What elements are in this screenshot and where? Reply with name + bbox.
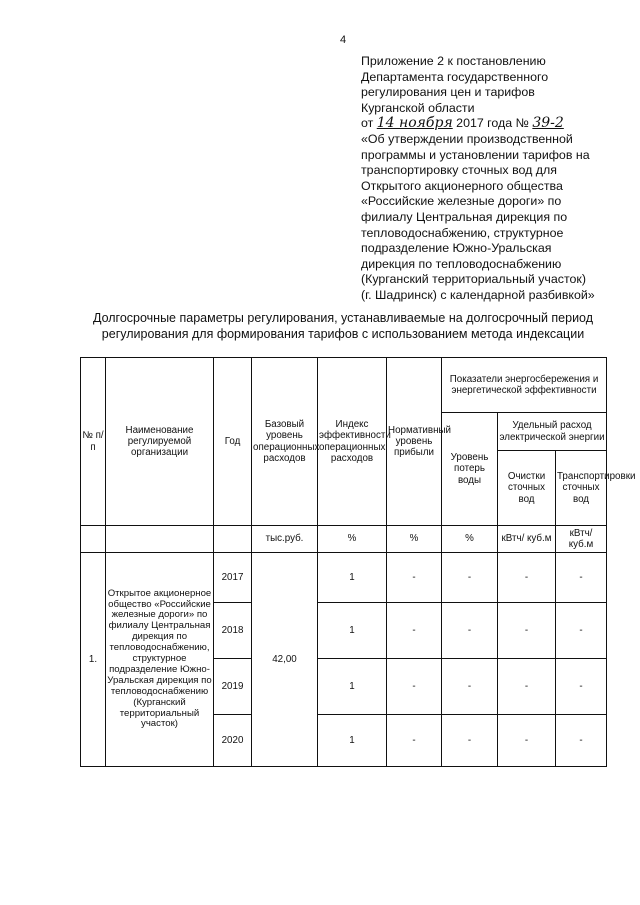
header-efficiency-index: Индекс эффективности операционных расходов — [318, 358, 387, 526]
subject-line-6: филиалу Центральная дирекция по — [361, 209, 568, 224]
row-water-loss: - — [442, 715, 498, 767]
header-num: № п/п — [81, 358, 106, 526]
entry-num: 1. — [81, 553, 106, 767]
row-profit-norm: - — [387, 603, 442, 659]
unit-treatment: кВтч/ куб.м — [498, 526, 556, 553]
unit-profit-norm: % — [387, 526, 442, 553]
units-org-empty — [106, 526, 214, 553]
row-treatment: - — [498, 715, 556, 767]
header-water-loss: Уровень потерь воды — [442, 413, 498, 526]
row-water-loss: - — [442, 603, 498, 659]
row-transport: - — [556, 553, 607, 603]
unit-transport: кВтч/ куб.м — [556, 526, 607, 553]
subject-line-9: дирекция по тепловодоснабжению — [361, 256, 562, 271]
units-year-empty — [214, 526, 252, 553]
header-treatment: Очистки сточных вод — [498, 451, 556, 526]
subject-line-10: (Курганский территориальный участок) — [361, 272, 586, 287]
appendix-date-line — [361, 116, 633, 132]
row-profit-norm: - — [387, 715, 442, 767]
row-year: 2017 — [214, 553, 252, 603]
date-prefix: от — [361, 116, 374, 131]
regulation-parameters-table — [80, 357, 636, 767]
row-year: 2019 — [214, 659, 252, 715]
subject-line-5: «Российские железные дороги» по — [361, 194, 562, 209]
row-water-loss: - — [442, 659, 498, 715]
row-treatment: - — [498, 603, 556, 659]
appendix-line-4: Курганской области — [361, 100, 475, 115]
document-title — [78, 311, 608, 342]
row-year: 2020 — [214, 715, 252, 767]
date-year: 2017 года № — [456, 116, 529, 131]
subject-line-2: программы и установлении тарифов на — [361, 147, 590, 162]
unit-efficiency-index: % — [318, 526, 387, 553]
row-efficiency-index: 1 — [318, 715, 387, 767]
title-line-1: Долгосрочные параметры регулирования, устанавливаемые на долгосрочный период — [92, 311, 594, 325]
entry-org-name: Открытое акционерное общество «Российские железные дороги» по филиалу Центральная дирекция по тепловодоснабжению, структурное подразделение Южно-Уральская дирекция по тепловодоснабжению (Курганский территориальный участок) — [106, 553, 214, 767]
subject-line-4: Открытого акционерного общества — [361, 178, 563, 193]
row-profit-norm: - — [387, 659, 442, 715]
units-num-empty — [81, 526, 106, 553]
row-efficiency-index: 1 — [318, 659, 387, 715]
row-transport: - — [556, 603, 607, 659]
entry-base-level: 42,00 — [252, 553, 318, 767]
appendix-line-3: регулирования цен и тарифов — [361, 85, 535, 100]
unit-water-loss: % — [442, 526, 498, 553]
header-transport: Транспортировки сточных вод — [556, 451, 607, 526]
subject-line-1: «Об утверждении производственной — [361, 131, 573, 146]
title-line-2: регулирования для формирования тарифов с использованием метода индексации — [101, 326, 585, 341]
header-profit-norm: Нормативный уровень прибыли — [387, 358, 442, 526]
header-specific-consumption: Удельный расход электрической энергии — [498, 413, 607, 451]
appendix-line-2: Департамента государственного — [361, 69, 549, 84]
header-org: Наименование регулируемой организации — [106, 358, 214, 526]
header-energy-group: Показатели энергосбережения и энергетической эффективности — [442, 358, 607, 413]
row-treatment: - — [498, 553, 556, 603]
subject-line-11: (г. Шадринск) с календарной разбивкой» — [361, 287, 595, 302]
subject-line-7: тепловодоснабжению, структурное — [361, 225, 564, 240]
row-treatment: - — [498, 659, 556, 715]
row-efficiency-index: 1 — [318, 553, 387, 603]
unit-base-level: тыс.руб. — [252, 526, 318, 553]
row-profit-norm: - — [387, 553, 442, 603]
row-transport: - — [556, 659, 607, 715]
header-year: Год — [214, 358, 252, 526]
handwritten-number: 39-2 — [532, 115, 564, 132]
row-year: 2018 — [214, 603, 252, 659]
page-number: 4 — [340, 34, 347, 46]
header-base-level: Базовый уровень операционных расходов — [252, 358, 318, 526]
subject-line-3: транспортировку сточных вод для — [361, 163, 557, 178]
row-transport: - — [556, 715, 607, 767]
appendix-header — [361, 54, 633, 304]
row-efficiency-index: 1 — [318, 603, 387, 659]
appendix-line-1: Приложение 2 к постановлению — [361, 54, 546, 68]
subject-line-8: подразделение Южно-Уральская — [361, 241, 552, 256]
row-water-loss: - — [442, 553, 498, 603]
handwritten-date: 14 ноября — [376, 115, 453, 132]
table-row — [81, 553, 607, 603]
